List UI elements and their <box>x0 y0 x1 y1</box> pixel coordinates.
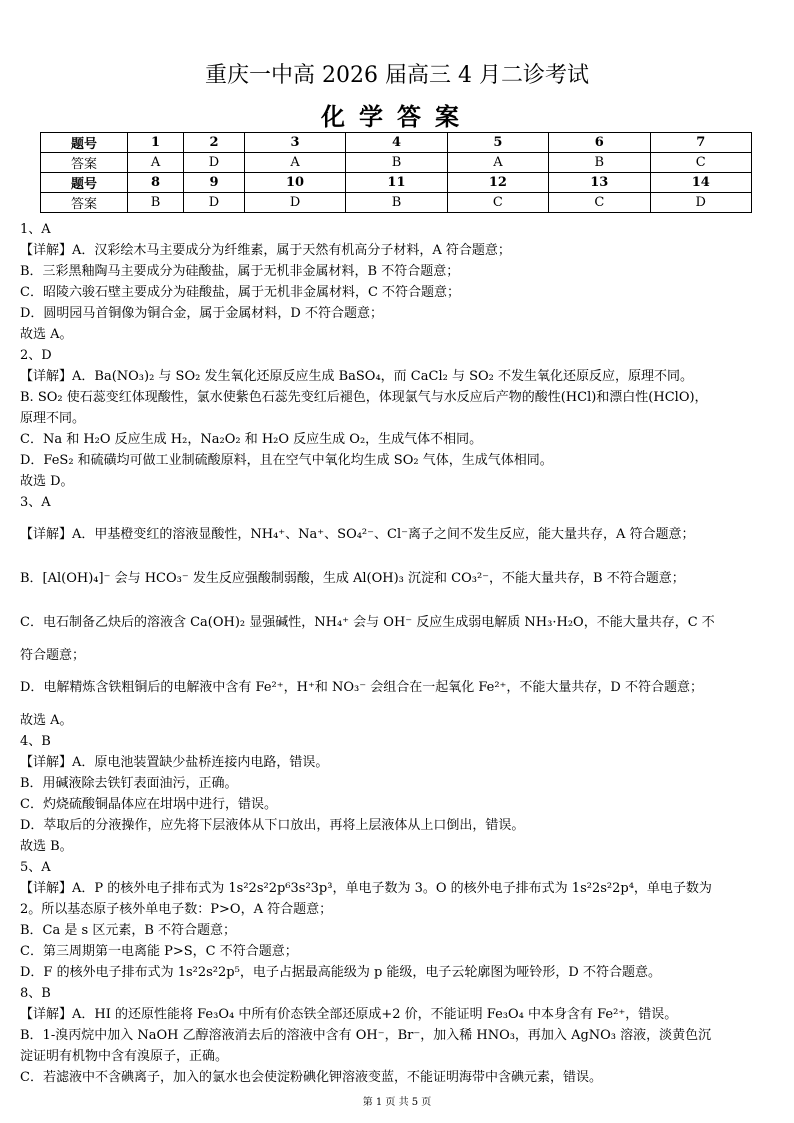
answer-cell: C <box>447 193 548 213</box>
answer-table <box>40 132 752 213</box>
explanation-line: B．用碱液除去铁钉表面油污，正确。 <box>20 776 238 791</box>
row-label: 题号 <box>41 173 128 193</box>
question-number: 14 <box>650 173 751 193</box>
explanation-line: D．圆明园马首铜像为铜合金，属于金属材料，D 不符合题意； <box>20 306 383 321</box>
explanation-line: 【详解】A．HI 的还原性能将 Fe₃O₄ 中所有价态铁全部还原成+2 价，不能证明 Fe₃O₄ 中本身含有 Fe²⁺，错误。 <box>20 1007 678 1022</box>
page-title: 重庆一中高 2026 届高三 4 月二诊考试 <box>205 63 589 88</box>
question-number: 11 <box>346 173 447 193</box>
question-number: 6 <box>549 133 650 153</box>
explanation-line: B．1-溴丙烷中加入 NaOH 乙醇溶液消去后的溶液中含有 OH⁻，Br⁻，加入稀 HNO₃，再加入 AgNO₃ 溶液，淡黄色沉 <box>20 1028 712 1043</box>
explanation-line: 【详解】A．Ba(NO₃)₂ 与 SO₂ 发生氧化还原反应生成 BaSO₄，而 CaCl₂ 与 SO₂ 不发生氧化还原反应，原理不同。 <box>20 369 693 384</box>
answer-cell: C <box>650 153 751 173</box>
explanation-line: C．电石制备乙炔后的溶液含 Ca(OH)₂ 显强碱性，NH₄⁺ 会与 OH⁻ 反应生成弱电解质 NH₃·H₂O，不能大量共存，C 不 <box>20 615 715 630</box>
question-number: 2 <box>184 133 245 153</box>
answer-cell: D <box>184 153 245 173</box>
question-number: 10 <box>244 173 345 193</box>
explanation-line: 符合题意； <box>20 648 86 663</box>
question-number: 3 <box>244 133 345 153</box>
explanation-line: C．Na 和 H₂O 反应生成 H₂，Na₂O₂ 和 H₂O 反应生成 O₂，生成气体不相同。 <box>20 432 483 447</box>
explanation-line: 淀证明有机物中含有溴原子，正确。 <box>20 1049 229 1064</box>
question-heading: 3、A <box>20 495 51 510</box>
explanation-line: 【详解】A．汉彩绘木马主要成分为纤维素，属于天然有机高分子材料，A 符合题意； <box>20 243 511 258</box>
answer-cell: D <box>184 193 245 213</box>
page-footer: 第 1 页 共 5 页 <box>362 1097 432 1108</box>
explanation-line: B. SO₂ 使石蕊变红体现酸性，氯水使紫色石蕊先变红后褪色，体现氯气与水反应后产物的酸性(HCl)和漂白性(HClO)， <box>20 390 708 405</box>
question-heading: 8、B <box>20 986 51 1001</box>
page-subtitle: 化学答案 <box>321 102 473 131</box>
question-number: 8 <box>128 173 184 193</box>
answer-cell: A <box>447 153 548 173</box>
answer-cell: A <box>244 153 345 173</box>
explanation-line: 【详解】A．原电池装置缺少盐桥连接内电路，错误。 <box>20 755 329 770</box>
explanation-line: C．灼烧硫酸铜晶体应在坩埚中进行，错误。 <box>20 797 277 812</box>
explanation-line: D．FeS₂ 和硫磺均可做工业制硫酸原料，且在空气中氧化均生成 SO₂ 气体，生成气体相同。 <box>20 453 553 468</box>
row-label: 答案 <box>41 153 128 173</box>
question-number: 12 <box>447 173 548 193</box>
explanation-line: C．若滤液中不含碘离子，加入的氯水也会使淀粉碘化钾溶液变蓝，不能证明海带中含碘元素，错误。 <box>20 1070 602 1085</box>
question-number: 7 <box>650 133 751 153</box>
row-label: 题号 <box>41 133 128 153</box>
explanation-line: B．三彩黑釉陶马主要成分为硅酸盐，属于无机非金属材料，B 不符合题意； <box>20 264 460 279</box>
explanation-line: 【详解】A．P 的核外电子排布式为 1s²2s²2p⁶3s²3p³，单电子数为 3。O 的核外电子排布式为 1s²2s²2p⁴，单电子数为 <box>20 881 712 896</box>
explanation-line: 2。所以基态原子核外单电子数：P>O，A 符合题意； <box>20 902 333 917</box>
question-heading: 5、A <box>20 860 51 875</box>
table-row <box>41 153 752 173</box>
explanation-line: C．昭陵六骏石壁主要成分为硅酸盐，属于无机非金属材料，C 不符合题意； <box>20 285 461 300</box>
answer-explanations <box>20 219 774 1088</box>
conclusion-line: 故选 A。 <box>20 327 73 342</box>
conclusion-line: 故选 D。 <box>20 474 74 489</box>
question-heading: 1、A <box>20 222 51 237</box>
answer-cell: A <box>128 153 184 173</box>
explanation-line: D．电解精炼含铁粗铜后的电解液中含有 Fe²⁺，H⁺和 NO₃⁻ 会组合在一起氧化 Fe²⁺，不能大量共存，D 不符合题意； <box>20 680 703 695</box>
explanation-line: C．第三周期第一电离能 P>S，C 不符合题意； <box>20 944 298 959</box>
table-row <box>41 173 752 193</box>
conclusion-line: 故选 B。 <box>20 839 73 854</box>
question-number: 13 <box>549 173 650 193</box>
question-number: 5 <box>447 133 548 153</box>
explanation-line: 【详解】A．甲基橙变红的溶液显酸性，NH₄⁺、Na⁺、SO₄²⁻、Cl⁻离子之间不发生反应，能大量共存，A 符合题意； <box>20 527 695 542</box>
explanation-line: D．萃取后的分液操作，应先将下层液体从下口放出，再将上层液体从上口倒出，错误。 <box>20 818 525 833</box>
answer-cell: B <box>346 193 447 213</box>
question-number: 1 <box>128 133 184 153</box>
table-row <box>41 133 752 153</box>
answer-cell: B <box>346 153 447 173</box>
explanation-line: D．F 的核外电子排布式为 1s²2s²2p⁵，电子占据最高能级为 p 能级，电子云轮廓图为哑铃形，D 不符合题意。 <box>20 965 661 980</box>
answer-cell: B <box>128 193 184 213</box>
conclusion-line: 故选 A。 <box>20 713 73 728</box>
table-row <box>41 193 752 213</box>
answer-cell: D <box>244 193 345 213</box>
explanation-line: 原理不同。 <box>20 411 86 426</box>
explanation-line: B．[Al(OH)₄]⁻ 会与 HCO₃⁻ 发生反应强酸制弱酸，生成 Al(OH)₃ 沉淀和 CO₃²⁻，不能大量共存，B 不符合题意； <box>20 571 685 586</box>
question-number: 9 <box>184 173 245 193</box>
explanation-line: B．Ca 是 s 区元素，B 不符合题意； <box>20 923 237 938</box>
answer-cell: B <box>549 153 650 173</box>
question-number: 4 <box>346 133 447 153</box>
question-heading: 4、B <box>20 734 51 749</box>
answer-cell: D <box>650 193 751 213</box>
row-label: 答案 <box>41 193 128 213</box>
answer-cell: C <box>549 193 650 213</box>
question-heading: 2、D <box>20 348 52 363</box>
